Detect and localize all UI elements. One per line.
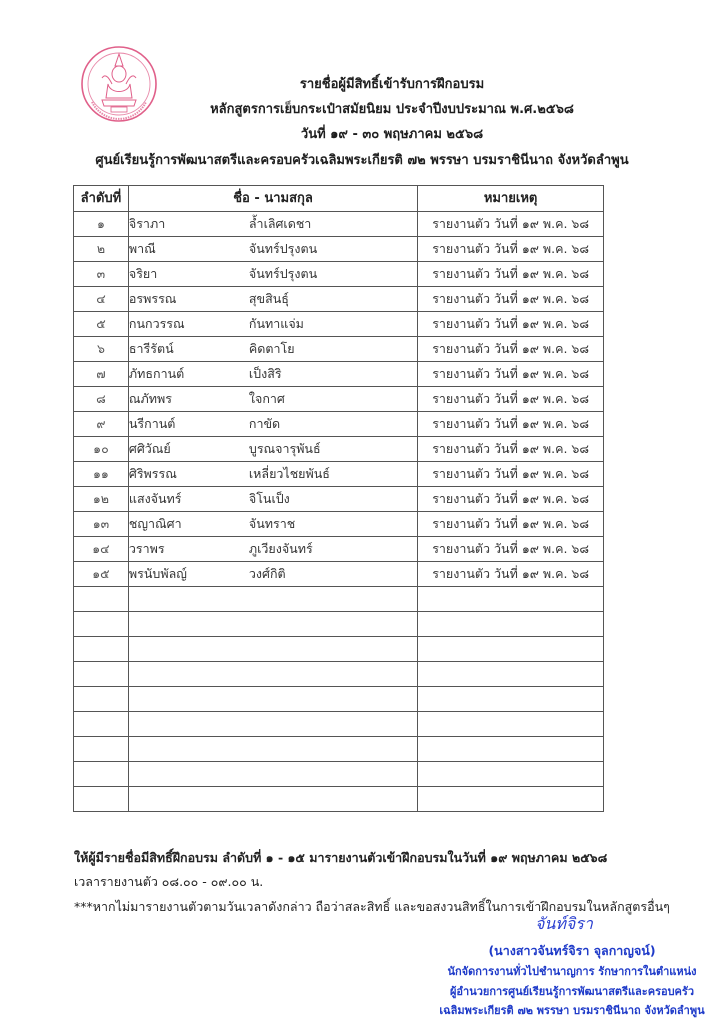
remark: รายงานตัว วันที่ ๑๙ พ.ค. ๖๘: [418, 537, 604, 562]
participant-name: [128, 362, 417, 387]
remark: รายงานตัว วันที่ ๑๙ พ.ค. ๖๘: [418, 362, 604, 387]
last-name: เหลี่ยวไชยพันธ์: [248, 466, 330, 481]
empty-cell: [128, 762, 417, 787]
column-header-remark: หมายเหตุ: [418, 186, 604, 212]
participant-name: [128, 512, 417, 537]
empty-table-row: [74, 787, 604, 812]
first-name: จริยา: [128, 266, 158, 281]
first-name: พรนับพัลญ์: [128, 566, 187, 581]
empty-cell: [74, 687, 129, 712]
remark: รายงานตัว วันที่ ๑๙ พ.ค. ๖๘: [418, 512, 604, 537]
empty-cell: [418, 587, 604, 612]
signer-name: (นางสาวจันทร์จิรา จุลกาญจน์): [488, 943, 656, 958]
empty-cell: [128, 687, 417, 712]
empty-cell: [128, 612, 417, 637]
first-name: อรพรรณ: [128, 291, 177, 306]
first-name: ภัทธกานต์: [128, 366, 185, 381]
row-number: ๑๑: [74, 462, 129, 487]
row-number: ๔: [74, 287, 129, 312]
report-instruction: ให้ผู้มีรายชื่อมีสิทธิ์ฝึกอบรม ลำดับที่ ๑ - ๑๕ มารายงานตัวเข้าฝึกอบรมในวันที่ ๑๙ พฤษภาคม ๒๕๖๘: [74, 850, 608, 865]
remark: รายงานตัว วันที่ ๑๙ พ.ค. ๖๘: [418, 487, 604, 512]
first-name: วราพร: [128, 541, 165, 556]
last-name: ใจกาศ: [248, 391, 285, 406]
remark: รายงานตัว วันที่ ๑๙ พ.ค. ๖๘: [418, 562, 604, 587]
course-name: หลักสูตรการเย็บกระเป๋าสมัยนิยม ประจำปีงบประมาณ พ.ศ.๒๕๖๘: [210, 102, 574, 117]
remark: รายงานตัว วันที่ ๑๙ พ.ค. ๖๘: [418, 412, 604, 437]
first-name: ศิริพรรณ: [128, 466, 177, 481]
first-name: นรีกานต์: [128, 416, 176, 431]
last-name: กันทาแจ่ม: [248, 316, 304, 331]
last-name: คิดตาโย: [248, 341, 295, 356]
forfeit-warning: ***หากไม่มารายงานตัวตามวันเวลาดังกล่าว ถือว่าสละสิทธิ์ และขอสงวนสิทธิ์ในการเข้าฝึกอบรมในหลักสูตรอื่นๆ: [74, 899, 670, 914]
row-number: ๑: [74, 212, 129, 237]
table-row: [74, 537, 604, 562]
table-row: [74, 412, 604, 437]
table-row: [74, 287, 604, 312]
table-row: [74, 462, 604, 487]
remark: รายงานตัว วันที่ ๑๙ พ.ค. ๖๘: [418, 237, 604, 262]
remark: รายงานตัว วันที่ ๑๙ พ.ค. ๖๘: [418, 462, 604, 487]
participant-name: [128, 487, 417, 512]
participant-name: [128, 437, 417, 462]
first-name: ศศิวัณย์: [128, 441, 171, 456]
row-number: ๘: [74, 387, 129, 412]
row-number: ๑๓: [74, 512, 129, 537]
last-name: จิโนเป็ง: [248, 491, 290, 506]
row-number: ๑๐: [74, 437, 129, 462]
signer-organization: เฉลิมพระเกียรติ ๗๒ พรรษา บรมราชินีนาถ จังหวัดลำพูน: [439, 1004, 705, 1017]
empty-cell: [74, 587, 129, 612]
empty-table-row: [74, 687, 604, 712]
participant-name: [128, 462, 417, 487]
last-name: ภูเวียงจันทร์: [248, 541, 313, 556]
table-row: [74, 212, 604, 237]
participant-name: [128, 412, 417, 437]
table-row: [74, 362, 604, 387]
handwritten-signature: จันท์จิรา: [535, 914, 593, 933]
first-name: ชญาณิศา: [128, 516, 182, 531]
participant-name: [128, 287, 417, 312]
first-name: กนกวรรณ: [128, 316, 185, 331]
participant-name: [128, 262, 417, 287]
table-header-row: [74, 186, 604, 212]
empty-cell: [74, 637, 129, 662]
empty-cell: [128, 587, 417, 612]
report-time: เวลารายงานตัว ๐๘.๐๐ - ๐๙.๐๐ น.: [74, 874, 264, 889]
empty-table-row: [74, 712, 604, 737]
row-number: ๙: [74, 412, 129, 437]
first-name: จิราภา: [128, 216, 166, 231]
table-row: [74, 512, 604, 537]
participant-name: [128, 562, 417, 587]
table-row: [74, 312, 604, 337]
remark: รายงานตัว วันที่ ๑๙ พ.ค. ๖๘: [418, 287, 604, 312]
last-name: สุขสินธุ์: [248, 291, 289, 306]
participant-table: [73, 185, 604, 812]
empty-cell: [418, 687, 604, 712]
empty-cell: [74, 737, 129, 762]
row-number: ๖: [74, 337, 129, 362]
document-title: รายชื่อผู้มีสิทธิ์เข้ารับการฝึกอบรม: [299, 77, 485, 92]
table-row: [74, 487, 604, 512]
remark: รายงานตัว วันที่ ๑๙ พ.ค. ๖๘: [418, 437, 604, 462]
last-name: จันทราช: [248, 516, 296, 531]
empty-cell: [74, 612, 129, 637]
empty-table-row: [74, 762, 604, 787]
participant-name: [128, 337, 417, 362]
participant-name: [128, 237, 417, 262]
empty-cell: [128, 712, 417, 737]
table-row: [74, 387, 604, 412]
last-name: เป็งสิริ: [248, 366, 282, 381]
empty-table-row: [74, 587, 604, 612]
empty-cell: [418, 762, 604, 787]
signer-position: นักจัดการงานทั่วไปชำนาญการ รักษาการในตำแหน่ง: [447, 965, 697, 978]
empty-cell: [418, 787, 604, 812]
empty-table-row: [74, 737, 604, 762]
empty-cell: [74, 762, 129, 787]
last-name: จันทร์ปรุงตน: [248, 241, 318, 256]
row-number: ๕: [74, 312, 129, 337]
empty-cell: [418, 612, 604, 637]
empty-cell: [128, 637, 417, 662]
empty-cell: [418, 662, 604, 687]
empty-cell: [418, 712, 604, 737]
column-header-name: ชื่อ - นามสกุล: [128, 186, 417, 212]
empty-cell: [74, 787, 129, 812]
first-name: พาณี: [128, 241, 156, 256]
table-row: [74, 262, 604, 287]
empty-cell: [74, 712, 129, 737]
column-header-number: ลำดับที่: [74, 186, 129, 212]
table-row: [74, 337, 604, 362]
participant-name: [128, 212, 417, 237]
remark: รายงานตัว วันที่ ๑๙ พ.ค. ๖๘: [418, 337, 604, 362]
empty-cell: [418, 637, 604, 662]
empty-cell: [128, 737, 417, 762]
participant-name: [128, 312, 417, 337]
organization-name: ศูนย์เรียนรู้การพัฒนาสตรีและครอบครัวเฉลิมพระเกียรติ ๗๒ พรรษา บรมราชินีนาถ จังหวัดลำพูน: [95, 153, 629, 168]
empty-cell: [128, 787, 417, 812]
table-row: [74, 437, 604, 462]
empty-table-row: [74, 612, 604, 637]
last-name: จันทร์ปรุงตน: [248, 266, 318, 281]
training-dates: วันที่ ๑๙ - ๓๐ พฤษภาคม ๒๕๖๘: [300, 127, 484, 142]
last-name: กาขัด: [248, 416, 281, 431]
empty-cell: [74, 662, 129, 687]
table-row: [74, 237, 604, 262]
last-name: วงศ์กิติ: [248, 566, 286, 581]
empty-table-row: [74, 662, 604, 687]
empty-cell: [128, 662, 417, 687]
last-name: ล้ำเลิศเดชา: [248, 216, 312, 231]
row-number: ๓: [74, 262, 129, 287]
remark: รายงานตัว วันที่ ๑๙ พ.ค. ๖๘: [418, 262, 604, 287]
first-name: ธารีรัตน์: [128, 341, 174, 356]
row-number: ๒: [74, 237, 129, 262]
row-number: ๑๔: [74, 537, 129, 562]
participant-name: [128, 387, 417, 412]
row-number: ๗: [74, 362, 129, 387]
last-name: บูรณจารุพันธ์: [248, 441, 321, 456]
participant-name: [128, 537, 417, 562]
row-number: ๑๒: [74, 487, 129, 512]
first-name: แสงจันทร์: [128, 491, 182, 506]
remark: รายงานตัว วันที่ ๑๙ พ.ค. ๖๘: [418, 387, 604, 412]
empty-cell: [418, 737, 604, 762]
empty-table-row: [74, 637, 604, 662]
table-row: [74, 562, 604, 587]
row-number: ๑๕: [74, 562, 129, 587]
remark: รายงานตัว วันที่ ๑๙ พ.ค. ๖๘: [418, 312, 604, 337]
remark: รายงานตัว วันที่ ๑๙ พ.ค. ๖๘: [418, 212, 604, 237]
signer-title: ผู้อำนวยการศูนย์เรียนรู้การพัฒนาสตรีและครอบครัว: [449, 985, 695, 998]
first-name: ณภัทพร: [128, 391, 172, 406]
